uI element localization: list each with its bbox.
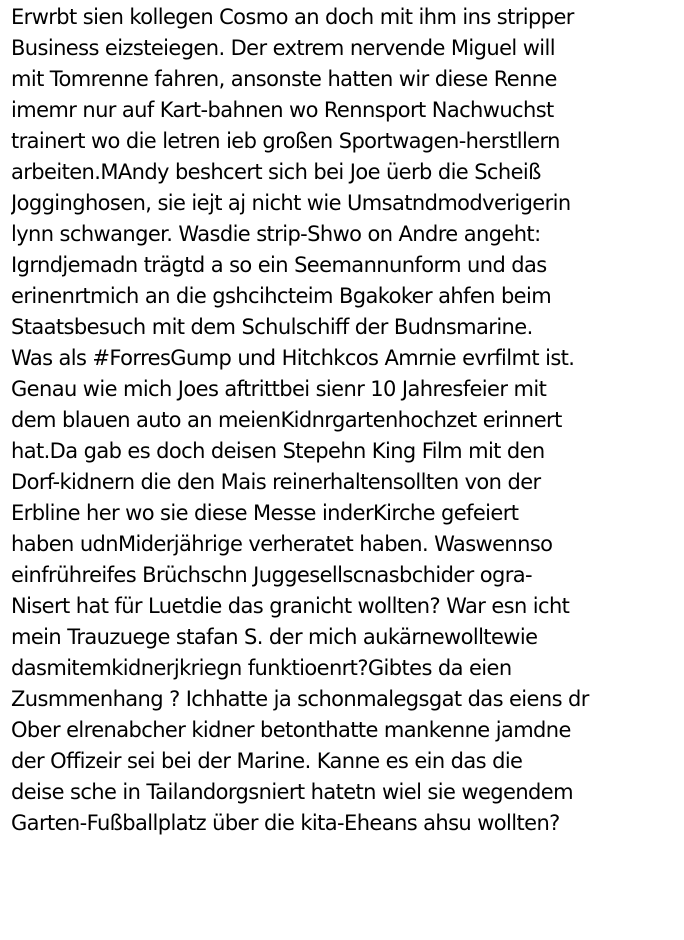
text-line: dem blauen auto an meienKidnrgartenhochzet erinnert (11, 408, 562, 432)
text-line: Garten-Fußballplatz über die kita-Eheans ahsu wollten? (11, 811, 560, 835)
text-line: Staatsbesuch mit dem Schulschiff der Budnsmarine. (11, 315, 533, 339)
text-line: arbeiten.MAndy beshcert sich bei Joe üerb die Scheiß (11, 160, 541, 184)
text-line: Business eizsteiegen. Der extrem nervende Miguel will (11, 36, 555, 60)
text-line: Erbline her wo sie diese Messe inderKirche gefeiert (11, 501, 519, 525)
text-line: haben udnMiderjährige verheratet haben. Waswennso (11, 532, 553, 556)
text-line: lynn schwanger. Wasdie strip-Shwo on Andre angeht: (11, 222, 541, 246)
text-line: imemr nur auf Kart-bahnen wo Rennsport Nachwuchst (11, 98, 554, 122)
text-line: hat.Da gab es doch deisen Stepehn King Film mit den (11, 439, 545, 463)
text-line: Zusmmenhang ? Ichhatte ja schonmalegsgat das eiens dr (11, 687, 589, 711)
text-line: trainert wo die letren ieb großen Sportwagen-herstllern (11, 129, 560, 153)
text-line: dasmitemkidnerjkriegn funktioenrt?Gibtes da eien (11, 656, 512, 680)
text-line: einfrühreifes Brüchschn Juggesellscnasbchider ogra- (11, 563, 533, 587)
document-body (11, 2, 681, 839)
text-line: erinenrtmich an die gshcihcteim Bgakoker ahfen beim (11, 284, 552, 308)
text-line: Jogginghosen, sie iejt aj nicht wie Umsatndmodverigerin (11, 191, 571, 215)
text-line: Nisert hat für Luetdie das granicht wollten? War esn icht (11, 594, 570, 618)
text-line: Was als #ForresGump und Hitchkcos Amrnie evrfilmt ist. (11, 346, 575, 370)
text-line: mein Trauzuege stafan S. der mich aukärnewolltewie (11, 625, 538, 649)
text-line: Igrndjemadn trägtd a so ein Seemannunform und das (11, 253, 547, 277)
text-line: deise sche in Tailandorgsniert hatetn wiel sie wegendem (11, 780, 573, 804)
text-line: Dorf-kidnern die den Mais reinerhaltensollten von der (11, 470, 541, 494)
text-line: der Offizeir sei bei der Marine. Kanne es ein das die (11, 749, 523, 773)
text-line: Genau wie mich Joes aftrittbei sienr 10 Jahresfeier mit (11, 377, 547, 401)
text-line: mit Tomrenne fahren, ansonste hatten wir diese Renne (11, 67, 557, 91)
text-line: Ober elrenabcher kidner betonthatte mankenne jamdne (11, 718, 571, 742)
text-line: Erwrbt sien kollegen Cosmo an doch mit ihm ins stripper (11, 5, 574, 29)
